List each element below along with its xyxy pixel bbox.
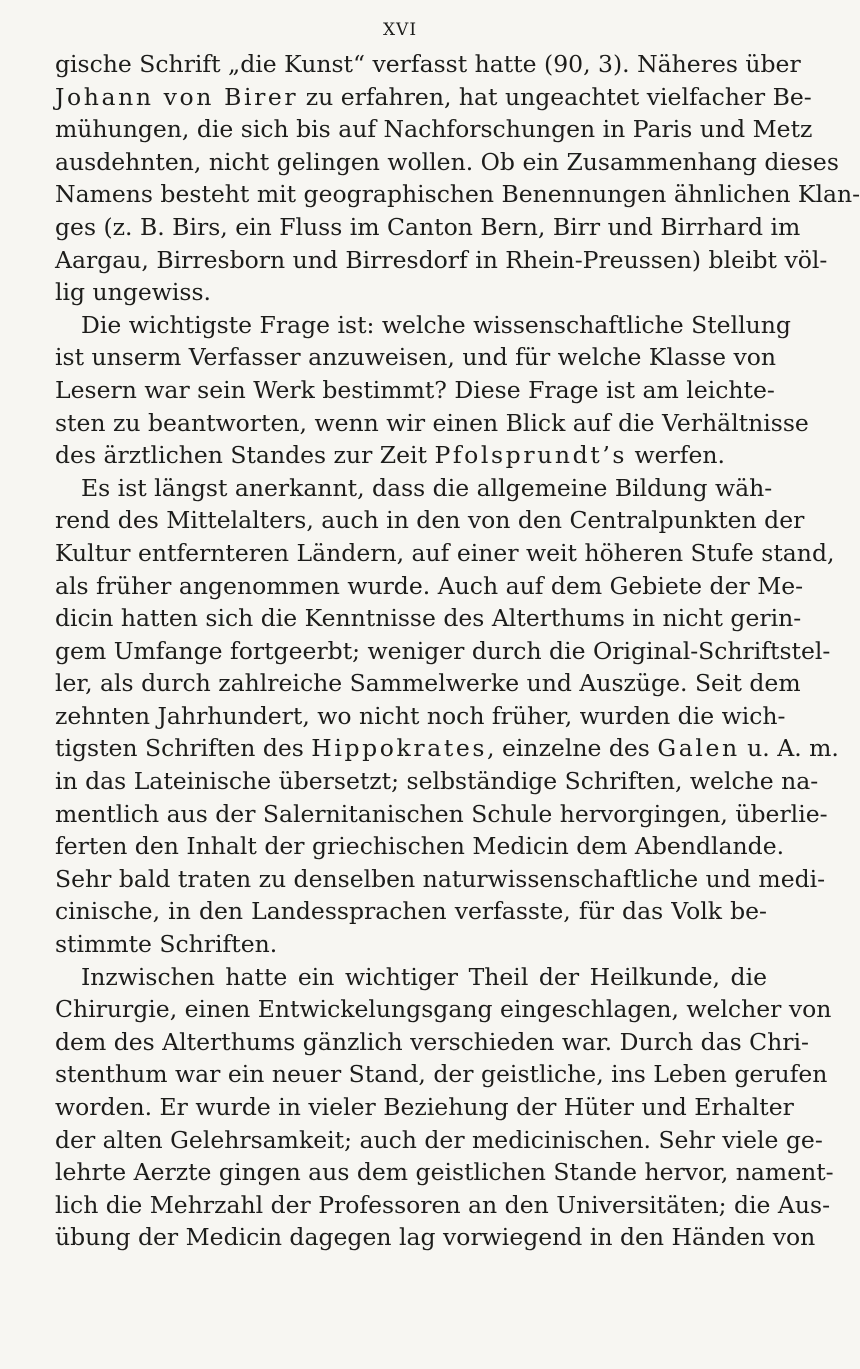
text-line <box>55 178 860 211</box>
text-segment: lig ungewiss. <box>55 278 211 307</box>
text-segment: cinische, in den Landessprachen verfasste, für das Volk be- <box>55 897 767 926</box>
text-segment: Sehr bald traten zu denselben naturwissenschaftliche und medi- <box>55 864 826 893</box>
text-segment: gem Umfange fortgeerbt; weniger durch die Original-Schriftstel- <box>55 636 831 665</box>
text-segment: des ärztlichen Standes zur Zeit <box>55 441 435 470</box>
text-line <box>55 863 826 896</box>
text-line <box>55 81 812 114</box>
text-segment: mentlich aus der Salernitanischen Schule hervorgingen, überlie- <box>55 799 828 828</box>
text-segment: Inzwischen hatte ein wichtiger Theil der Heilkunde, die <box>81 962 767 991</box>
text-segment: stenthum war ein neuer Stand, der geistliche, ins Leben gerufen <box>55 1060 828 1089</box>
spaced-name: Pfolsprundt’s <box>434 441 628 470</box>
text-line <box>55 439 767 472</box>
text-line <box>55 732 839 765</box>
text-segment: übung der Medicin dagegen lag vorwiegend in den Händen von <box>55 1223 816 1252</box>
text-segment: Lesern war sein Werk bestimmt? Diese Frage ist am leichte- <box>55 375 775 404</box>
text-segment: mühungen, die sich bis auf Nachforschungen in Paris und Metz <box>55 115 813 144</box>
text-line <box>55 1026 809 1059</box>
text-segment: Namens besteht mit geographischen Benennungen ähnlichen Klan- <box>55 180 860 209</box>
body-text <box>55 48 860 1254</box>
text-segment: werfen. <box>627 441 725 470</box>
text-segment: sten zu beantworten, wenn wir einen Blick auf die Verhältnisse <box>55 408 809 437</box>
text-segment: als früher angenommen wurde. Auch auf dem Gebiete der Me- <box>55 571 804 600</box>
text-line <box>55 961 767 994</box>
text-line <box>55 146 839 179</box>
text-segment: dicin hatten sich die Kenntnisse des Alterthums in nicht gerin- <box>55 604 802 633</box>
page-number: XVI <box>382 20 418 40</box>
text-line <box>55 113 813 146</box>
text-line <box>55 537 835 570</box>
text-line <box>55 472 773 505</box>
text-line <box>55 1156 834 1189</box>
text-segment: Es ist längst anerkannt, dass die allgemeine Bildung wäh- <box>81 473 773 502</box>
text-line <box>55 341 777 374</box>
text-line <box>55 1189 831 1222</box>
text-line <box>55 798 828 831</box>
text-line <box>55 1221 816 1254</box>
text-segment: zu erfahren, hat ungeachtet vielfacher Be- <box>298 82 812 111</box>
text-line <box>55 928 767 961</box>
text-line <box>55 1058 828 1091</box>
text-segment: worden. Er wurde in vieler Beziehung der Hüter und Erhalter <box>55 1093 794 1121</box>
text-line <box>55 895 767 928</box>
text-segment: ges (z. B. Birs, ein Fluss im Canton Bern, Birr und Birrhard im <box>55 212 801 241</box>
text-segment: der alten Gelehrsamkeit; auch der medicinischen. Sehr viele ge- <box>55 1125 823 1154</box>
text-line <box>55 407 809 440</box>
text-segment: Aargau, Birresborn und Birresdorf in Rhein-Preussen) bleibt völ- <box>55 245 828 274</box>
text-line <box>55 1091 794 1124</box>
text-segment: in das Lateinische übersetzt; selbständige Schriften, welche na- <box>55 767 819 796</box>
text-line <box>55 1124 823 1157</box>
text-segment: Die wichtigste Frage ist: welche wissenschaftliche Stellung <box>81 310 791 339</box>
text-segment: Chirurgie, einen Entwickelungsgang eingeschlagen, welcher von <box>55 995 832 1024</box>
text-segment: ausdehnten, nicht gelingen wollen. Ob ein Zusammenhang dieses <box>55 147 839 176</box>
text-line <box>55 700 786 733</box>
text-segment: stimmte Schriften. <box>55 930 278 959</box>
text-segment: dem des Alterthums gänzlich verschieden war. Durch das Chri- <box>55 1027 809 1056</box>
text-line <box>55 244 828 277</box>
text-line <box>55 765 819 798</box>
text-segment: Kultur entfernteren Ländern, auf einer weit höheren Stufe stand, <box>55 538 835 567</box>
text-line <box>55 830 785 863</box>
text-line <box>55 667 801 700</box>
text-segment: ferten den Inhalt der griechischen Medicin dem Abendlande. <box>55 832 785 861</box>
text-line <box>55 276 767 309</box>
text-line <box>55 504 805 537</box>
spaced-name: Johann von Birer <box>55 82 299 111</box>
text-line <box>55 48 801 81</box>
text-segment: zehnten Jahrhundert, wo nicht noch früher, wurden die wich- <box>55 701 786 730</box>
text-segment: ist unserm Verfasser anzuweisen, und für welche Klasse von <box>55 343 777 372</box>
text-segment: u. A. m. <box>739 734 839 763</box>
text-line <box>55 993 832 1026</box>
text-segment: rend des Mittelalters, auch in den von den Centralpunkten der <box>55 506 805 535</box>
text-line <box>55 635 831 668</box>
text-segment: lich die Mehrzahl der Professoren an den Universitäten; die Aus- <box>55 1190 831 1219</box>
text-segment: lehrte Aerzte gingen aus dem geistlichen Stande hervor, nament- <box>55 1158 834 1187</box>
spaced-name: Hippokrates <box>311 734 488 763</box>
text-segment: gische Schrift „die Kunst“ verfasst hatte (90, 3). Näheres über <box>55 50 801 78</box>
text-line <box>55 309 791 342</box>
text-segment: , einzelne des <box>487 734 658 763</box>
text-line <box>55 211 801 244</box>
text-segment: tigsten Schriften des <box>55 734 312 763</box>
spaced-name: Galen <box>657 734 740 763</box>
text-line <box>55 374 775 407</box>
text-segment: ler, als durch zahlreiche Sammelwerke und Auszüge. Seit dem <box>55 669 801 698</box>
text-line <box>55 570 804 603</box>
text-line <box>55 602 802 635</box>
